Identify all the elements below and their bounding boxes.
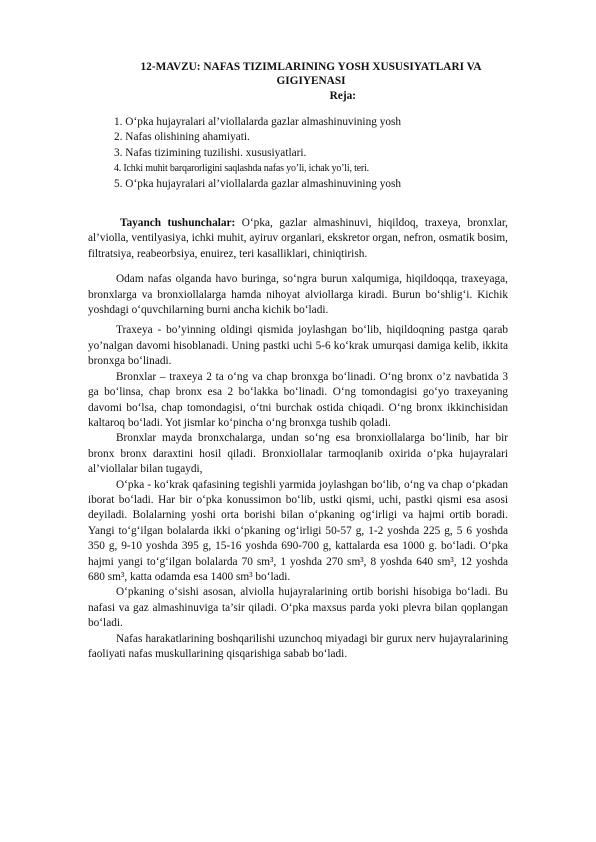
keywords-label: Tayanch tushunchalar:	[120, 217, 236, 230]
plan-item: 2. Nafas olishining ahamiyati.	[114, 131, 250, 144]
plan-list	[88, 115, 508, 192]
plan-item: 4. Ichki muhit barqarorligini saqlashda nafas yo’li, ichak yo’li, teri.	[114, 163, 369, 175]
paragraph: Bronxlar mayda bronxchalarga, undan so‘ng esa bronxiollalarga bo‘linib, har bir bronx bronx daraxtini hosil qiladi. Bronxiollalar tarmoqlanib oxirida o‘pka hujayralari al’viollalar bilan tugaydi,	[88, 432, 508, 476]
paragraph: Bronxlar – traxeya 2 ta o‘ng va chap bronxga bo‘linadi. O‘ng bronx o’z navbatida 3 ga bo‘linsa, chap bronx esa 2 bo‘lakka bo‘linadi. O‘ng tomondagisi go‘yo traxeyaning davomi bo‘lsa, chap tomondagisi, o‘tni burchak ostida chiqadi. O‘ng bronx ikkinchisidan kaltaroq bo‘ladi. Yot jismlar ko‘pincha o‘ng bronxga tushib qoladi.	[88, 370, 508, 429]
document-page	[88, 60, 508, 662]
paragraph: Nafas harakatlarining boshqarilishi uzunchoq miyadagi bir gurux nerv hujayralarining faoliyati nafas muskullarining qisqarishiga sabab bo‘ladi.	[88, 632, 508, 660]
page-title: 12-MAVZU: NAFAS TIZIMLARINING YOSH XUSUSIYATLARI VA GIGIYENASI	[140, 61, 482, 87]
plan-heading: Reja:	[329, 90, 356, 102]
body-text	[88, 272, 508, 662]
keywords-paragraph	[88, 216, 508, 262]
keywords-text: O‘pka, gazlar almashinuvi, hiqildoq, traxeya, bronxlar, al’violla, ventilyasiya, ichki muhit, ayiruv organlari, ekskretor organ, nefron, osmatik bosim, filtratsiya, reabeorbsiya, enuirez, teri kasalliklari, chiniqtirish.	[88, 217, 508, 260]
paragraph: O‘pkaning o‘sishi asosan, alviolla hujayralarining ortib borishi hisobiga bo‘ladi. Bu nafasi va gaz almashinuviga ta’sir qiladi. O‘pka maxsus parda yoki plevra bilan qoplangan bo‘ladi.	[88, 586, 508, 630]
paragraph: O‘pka - ko‘krak qafasining tegishli yarmida joylashgan bo‘lib, o‘ng va chap o‘pkadan iborat bo‘ladi. Har bir o‘pka konussimon bo‘lib, ustki qismi, uchi, pastki qismi esa asosi deyiladi. Bolalarning yoshi orta borishi bilan o‘pkaning og‘irligi va hajmi ortib boradi. Yangi to‘g‘ilgan bolalarda ikki o‘pkaning og‘irligi 50-57 g, 1-2 yoshda 225 g, 5 6 yoshda 350 g, 9-10 yoshda 395 g, 15-16 yoshda 690-700 g, kattalarda esa 1000 g. bo‘ladi. O‘pka hajmi yangi to‘g‘ilgan bolalarda 70 sm³, 1 yoshda 270 sm³, 8 yoshda 640 sm³, 12 yoshda 680 sm³, katta odamda esa 1400 sm³ bo‘ladi.	[88, 478, 508, 583]
plan-item: 5. O‘pka hujayralari al’viollalarda gazlar almashinuvining yosh	[114, 177, 402, 190]
plan-item: 3. Nafas tizimining tuzilishi. xususiyatlari.	[114, 146, 307, 159]
paragraph: Traxeya - bo’yinning oldingi qismida joylashgan bo‘lib, hiqildoqning pastga qarab yo’nalgan davomi hisoblanadi. Uning pastki uchi 5-6 ko‘krak umurqasi damiga kelib, ikkita bronxga bo‘linadi.	[88, 324, 508, 368]
paragraph: Odam nafas olganda havo buringa, so‘ngra burun xalqumiga, hiqildoqqa, traxeyaga, bronxlarga va bronxiollalarga hamda nihoyat alviollarga kiradi. Burun bo‘shlig‘i. Kichik yoshdagi o‘quvchilarning burni ancha kichik bo‘ladi.	[88, 273, 508, 317]
plan-item: 1. O‘pka hujayralari al’viollalarda gazlar almashinuvining yosh	[114, 116, 402, 128]
